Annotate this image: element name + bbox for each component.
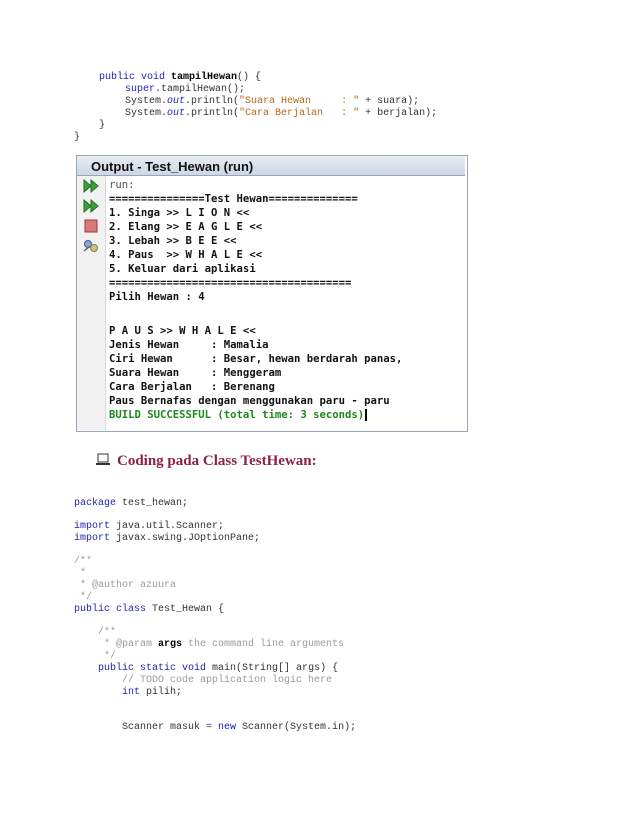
code-line: * @param args the command line arguments — [74, 639, 345, 650]
code-line: */ — [74, 592, 93, 603]
output-line: 3. Lebah >> B E E << — [109, 235, 237, 247]
code-line: import java.util.Scanner; — [74, 521, 225, 532]
code-line: super.tampilHewan(); — [125, 84, 246, 95]
code-line: * — [74, 568, 87, 579]
settings-icon[interactable] — [83, 239, 99, 253]
code-line: * @author azuura — [74, 580, 177, 591]
code-line: Scanner masuk = new Scanner(System.in); — [74, 722, 357, 733]
heading-text: Coding pada Class TestHewan: — [117, 453, 317, 469]
output-line: 2. Elang >> E A G L E << — [109, 221, 263, 233]
build-status-text: BUILD SUCCESSFUL (total time: 3 seconds) — [109, 409, 365, 421]
output-line: 5. Keluar dari aplikasi — [109, 263, 256, 275]
text-cursor — [365, 409, 367, 421]
code-line: import javax.swing.JOptionPane; — [74, 533, 261, 544]
output-line: ===============Test Hewan============== — [109, 193, 358, 205]
output-line: Cara Berjalan : Berenang — [109, 381, 275, 393]
output-line: 4. Paus >> W H A L E << — [109, 249, 263, 261]
code-line: } — [74, 132, 81, 143]
section-heading — [95, 453, 317, 470]
code-line: int pilih; — [122, 687, 183, 698]
output-line: ====================================== — [109, 277, 352, 289]
code-line: package test_hewan; — [74, 498, 189, 509]
output-line: run: — [109, 179, 135, 191]
laptop-icon — [95, 453, 111, 466]
code-line: */ — [74, 651, 117, 662]
output-panel — [76, 155, 468, 432]
build-status-line — [109, 408, 367, 422]
output-title: Output - Test_Hewan (run) — [91, 159, 254, 174]
output-line: Suara Hewan : Menggeram — [109, 367, 282, 379]
code-line: public void tampilHewan() { — [99, 72, 262, 83]
code-line: public static void main(String[] args) { — [98, 663, 339, 674]
output-line: P A U S >> W H A L E << — [109, 325, 256, 337]
rerun-options-icon[interactable] — [83, 199, 99, 213]
code-line: System.out.println("Suara Hewan : " + suara); — [125, 96, 420, 107]
code-line: /** — [74, 627, 117, 638]
output-line: Ciri Hewan : Besar, hewan berdarah panas, — [109, 353, 403, 365]
rerun-icon[interactable] — [83, 179, 99, 193]
output-toolbar — [77, 176, 106, 430]
output-line: Pilih Hewan : 4 — [109, 291, 205, 303]
stop-icon[interactable] — [83, 219, 99, 233]
code-line: System.out.println("Cara Berjalan : " + berjalan); — [125, 108, 438, 119]
output-line: 1. Singa >> L I O N << — [109, 207, 250, 219]
output-line: Jenis Hewan : Mamalia — [109, 339, 269, 351]
output-line: Paus Bernafas dengan menggunakan paru - paru — [109, 395, 390, 407]
code-line: public class Test_Hewan { — [74, 604, 225, 615]
code-line: } — [99, 120, 106, 131]
code-line: // TODO code application logic here — [74, 675, 333, 686]
code-line: /** — [74, 556, 93, 567]
